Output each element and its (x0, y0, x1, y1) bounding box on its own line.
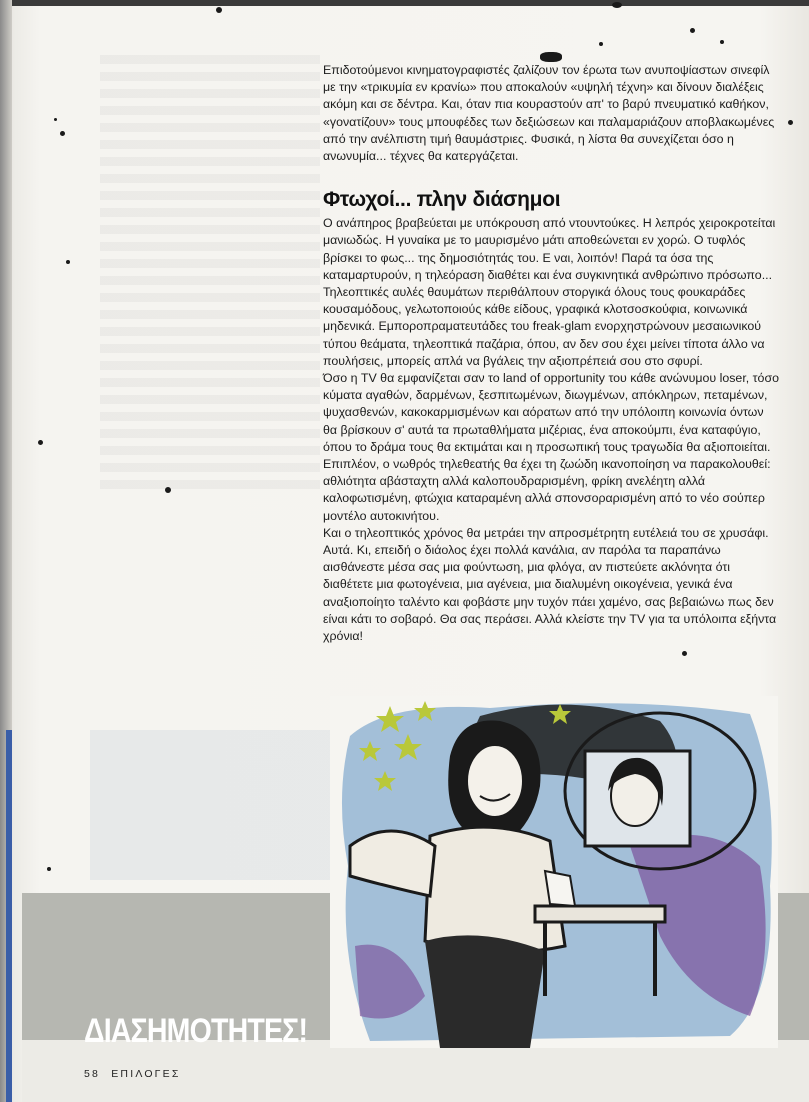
desk-mirror (545, 871, 575, 906)
ink-spot (720, 40, 724, 44)
illustration (330, 696, 778, 1048)
ink-spot (612, 2, 622, 8)
ink-spot (599, 42, 603, 46)
ink-spot (66, 260, 70, 264)
woman-skirt (425, 935, 545, 1048)
article-paragraph: Ο ανάπηρος βραβεύεται με υπόκρουση από ντουντούκες. Η λεπρός χειροκροτείται μανιωδώς. Η γυναίκα με το μαυρισμένο μάτι αποθεώνεται εν χορώ. Ο τυφλός βρίσκει το φως... της δημοσιότητάς του. Ε ναι, λοιπόν! Παρά τα όσα της καταμαρτυρούν, η τηλεόραση διαθέτει και ένα συγκινητικά ανθρώπινο πρόσωπο... Τηλεοπτικές αυλές θαυμάτων περιθάλπουν στοργικά όλους τους φουκαράδες κουσαμόδους, γελωτοποιούς κάθε είδους, γραφικά κλοτσοσκούφια, κοινωνικά μηδενικά. Εμποροπραματευτάδες του freak-glam ενορχηστρώνουν μεσαιωνικού τύπου θεάματα, τηλεοπτικά παζάρια, όπου, αν δεν σου έχει μείνει τίποτα άλλο να πουλήσεις, μπορείς απλά να βγάλεις την αξιοπρέπειά σου στο σφυρί. (323, 216, 776, 368)
ink-spot (788, 120, 793, 125)
ink-spot (540, 52, 562, 62)
ink-spot (216, 7, 222, 13)
section-category-title: ΔΙΑΣΗΜΟΤΗΤΕΣ! (84, 1012, 308, 1050)
article-paragraph: Όσο η TV θα εμφανίζεται σαν το land of opportunity του κάθε ανώνυμου loser, τόσο κύματα αγαθών, δαρμένων, ξεσπιτωμένων, διωγμένων, απόκληρων, πεταμένων, ψυχασθενών, κακοκαρμισμένων και αόρατων από την υπόλοιπη κοινωνία όντων θα βρίσκουν σ' αυτά τα πρωταθλήματα μιζέριας, ένα αποκούμπι, ένα καταφύγιο, όπου το δράμα τους θα εκτιμάται και η προσωπική τους τραγωδία θα αξιοποιείται. (323, 371, 779, 454)
ink-spot (38, 440, 43, 445)
magazine-name: ΕΠΙΛΟΓΕΣ (111, 1068, 181, 1080)
ink-spot (682, 651, 687, 656)
spine-color-strip (6, 730, 12, 1102)
page-number: 58 (84, 1068, 101, 1080)
desk-top (535, 906, 665, 922)
woman-face (467, 745, 523, 817)
page-footer (84, 1068, 187, 1080)
article-subheadline: Φτωχοί... πλην διάσημοι (323, 188, 561, 212)
ink-spot (165, 487, 171, 493)
article-paragraph: Επιπλέον, ο νωθρός τηλεθεατής θα έχει τη ζωώδη ικανοποίηση να παρακολουθεί: αθλιότητα αβάσταχτη αλλά καλοπουδραρισμένη, φρίκη ανελέητη αλλά καλοφωτισμένη, φτώχια καταραμένη αλλά σπονσοραρισμένη από το νέο σούπερ μοντέλο αυτοκινήτου. (323, 457, 771, 523)
top-edge (0, 0, 809, 6)
ink-spot (47, 867, 51, 871)
article-intro: Επιδοτούμενοι κινηματογραφιστές ζαλίζουν τον έρωτα των ανυποψίαστων σινεφίλ με την «τρικυμία εν κρανίω» που αποκαλούν «υψηλή τέχνη» και δίνουν διαλέξεις ακόμη και σε δέντρα. Και, όταν πια κουραστούν απ' το βαρύ πνευματικό καθήκον, «γονατίζουν» τους μπουφέδες των δεξιώσεων και παλαμαριάζουν αποβλακωμένες από την ανέλπιστη τιμή θαυμάστριες. Φυσικά, η λίστα θα συνεχίζεται όσο η ανωνυμία... τέχνες θα κατεργάζεται. (323, 63, 775, 164)
show-through-text (100, 55, 320, 495)
ink-spot (54, 118, 57, 121)
ink-spot (60, 131, 65, 136)
ink-spot (690, 28, 695, 33)
article-body (323, 62, 781, 645)
article-paragraph: Και ο τηλεοπτικός χρόνος θα μετράει την απροσμέτρητη ευτέλειά του σε χρυσάφι. Αυτά. Κι, επειδή ο διάολος έχει πολλά κανάλια, αν παρόλα τα παραπάνω αισθάνεστε μέσα σας μια φούντωση, μια φλόγα, αν πιστεύετε ακλόνητα ότι διαθέτετε μια φωτογένεια, μια αγένεια, μια διαλυμένη οικογένεια, γενικά ένα αναξιοποίητο ταλέντο και φοβάστε μην τυχόν πάει χαμένο, σας βεβαιώνω πως δεν είναι κάτι το σοβαρό. Θα σας περάσει. Αλλά κλείστε την TV για τα υπόλοιπα εξήντα χρόνια! (323, 525, 777, 644)
show-through-image (90, 730, 330, 880)
